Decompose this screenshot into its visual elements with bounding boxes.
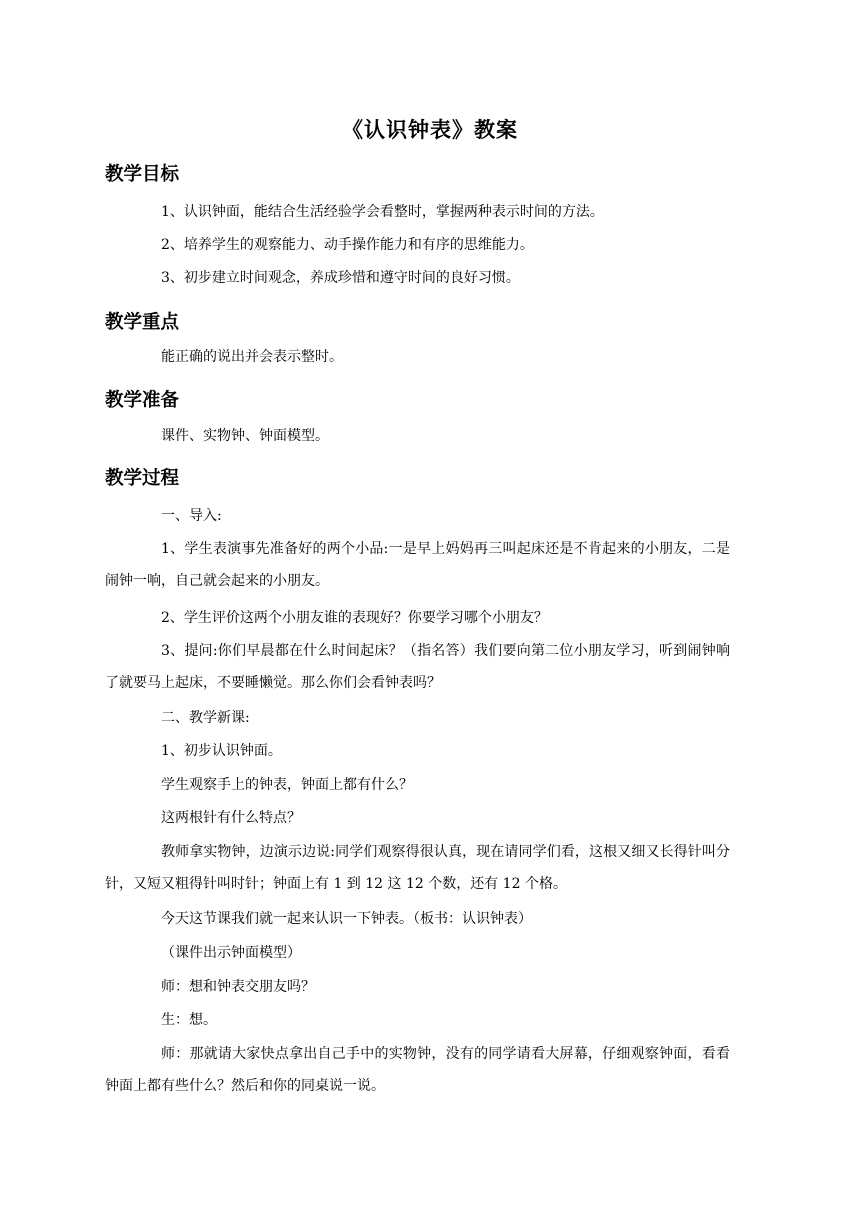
paragraph: 师：那就请大家快点拿出自己手中的实物钟，没有的同学请看大屏幕，仔细观察钟面，看看钟面上都有些什么？然后和你的同桌说一说。	[105, 1046, 730, 1094]
paragraph: 1、学生表演事先准备好的两个小品:一是早上妈妈再三叫起床还是不肯起来的小朋友，二是闹钟一响，自己就会起来的小朋友。	[105, 541, 730, 589]
paragraph: 一、导入:	[161, 508, 222, 524]
paragraph: 师：想和钟表交朋友吗？	[161, 979, 315, 995]
paragraph: 学生观察手上的钟表，钟面上都有什么？	[161, 777, 413, 793]
section-heading-objectives: 教学目标	[105, 164, 180, 185]
document-title: 《认识钟表》教案	[342, 118, 518, 142]
section-heading-preparation: 教学准备	[105, 390, 180, 411]
paragraph: 1、初步认识钟面。	[161, 743, 282, 759]
paragraph: 课件、实物钟、钟面模型。	[161, 428, 329, 444]
paragraph: 3、提问:你们早晨都在什么时间起床？（指名答）我们要向第二位小朋友学习，听到闹钟响了就要马上起床，不要睡懒觉。那么你们会看钟表吗？	[105, 643, 730, 691]
section-heading-process: 教学过程	[105, 468, 180, 489]
paragraph: 这两根针有什么特点？	[161, 810, 301, 826]
paragraph: 生：想。	[161, 1012, 217, 1028]
paragraph: 今天这节课我们就一起来认识一下钟表。（板书：认识钟表）	[161, 911, 532, 927]
paragraph: 能正确的说出并会表示整时。	[161, 349, 343, 365]
paragraph: 2、培养学生的观察能力、动手操作能力和有序的思维能力。	[161, 237, 534, 253]
paragraph: 3、初步建立时间观念，养成珍惜和遵守时间的良好习惯。	[161, 270, 520, 286]
paragraph: （课件出示钟面模型）	[161, 945, 301, 961]
paragraph: 二、教学新课:	[161, 710, 250, 726]
section-heading-key-points: 教学重点	[105, 312, 180, 333]
paragraph: 1、认识钟面，能结合生活经验学会看整时，掌握两种表示时间的方法。	[161, 204, 604, 220]
paragraph: 2、学生评价这两个小朋友谁的表现好？你要学习哪个小朋友？	[161, 610, 548, 626]
paragraph: 教师拿实物钟，边演示边说:同学们观察得很认真，现在请同学们看，这根又细又长得针叫分针，又短又粗得针叫时针；钟面上有 1 到 12 这 12 个数，还有 12 个格。	[105, 844, 730, 892]
